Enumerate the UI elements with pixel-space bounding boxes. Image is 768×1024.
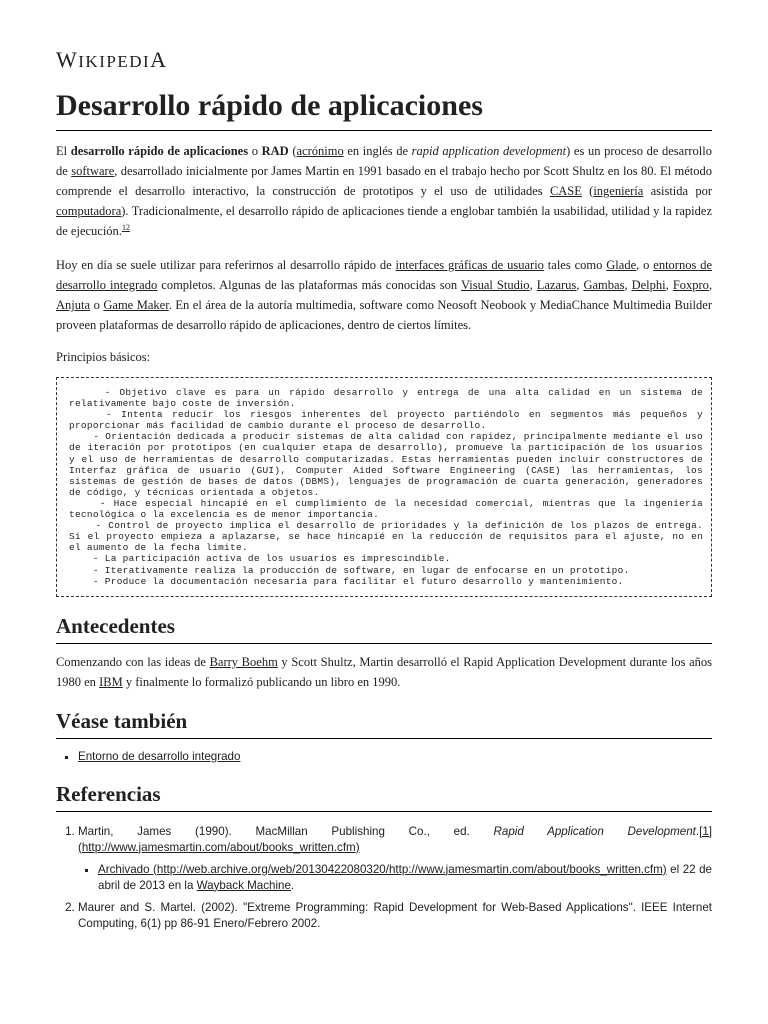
archive-item bbox=[98, 862, 712, 894]
reference-item: 2. Maurer and S. Martel. (2002). "Extreme Programming: Rapid Development for Web-Based Applications". IEEE Internet Computing, 6(1) pp 86-91 Enero/Febrero 2002. bbox=[78, 900, 712, 932]
text: Hoy en día se suele utilizar para referirnos al desarrollo rápido de bbox=[56, 258, 396, 272]
section-heading-referencias: Referencias bbox=[56, 781, 712, 812]
text: en inglés de bbox=[343, 144, 412, 158]
text: . En el área de la autoría multimedia, software como Neosoft Neobook y MediaChance Multimedia Builder proveen plataformas de desarrollo rápido de aplicaciones, dentro de ciertos límites. bbox=[56, 298, 712, 332]
antecedentes-paragraph bbox=[56, 652, 712, 692]
principles-label: Principios básicos: bbox=[56, 350, 151, 364]
page-title: Desarrollo rápido de aplicaciones bbox=[56, 88, 712, 131]
link-archivado[interactable]: Archivado bbox=[98, 862, 150, 876]
link-foxpro[interactable]: Foxpro bbox=[672, 278, 709, 292]
platforms-paragraph bbox=[56, 255, 712, 335]
book-title: Rapid Application Development bbox=[493, 824, 696, 838]
principles-code-block: - Objetivo clave es para un rápido desarrollo y entrega de una alta calidad en un sistema de relativamente bajo coste de inversión. - Intenta reducir los riesgos inherentes del proyecto partiéndolo en segmentos más pequeños y proporcionar más facilidad de cambio durante el proceso de desarrollo. - Orientación dedicada a producir sistemas de alta calidad con rapidez, principalmente mediante el uso de iteración por prototipos (en cualquier etapa de desarrollo), promueve la participación de los usuarios y el uso de herramientas de desarrollo computarizadas. Estas herramientas pueden incluir constructores de Interfaz gráfica de usuario (GUI), Computer Aided Software Engineering (CASE) las herramientas, los sistemas de gestión de bases de datos (DBMS), lenguajes de programación de cuarta generación, generadores de código, y técnicas orientada a objetos. - Hace especial hincapié en el cumplimiento de la necesidad comercial, mientras que la ingeniería tecnológica o la excelencia es de menor importancia. - Control de proyecto implica el desarrollo de prioridades y la definición de los plazos de entrega. Si el proyecto empieza a aplazarse, se hace hincapié en la reducción de requisitos para el ajuste, no en el aumento de la fecha límite. - La participación activa de los usuarios es imprescindible. - Iterativamente realiza la producción de software, en lugar de enfocarse en un prototipo. - Produce la documentación necesaria para facilitar el futuro desarrollo y mantenimiento. bbox=[56, 377, 712, 597]
text: ) es un proceso de desarrollo de bbox=[56, 144, 712, 178]
text: asistida por bbox=[643, 184, 712, 198]
text: , bbox=[665, 278, 673, 292]
link-lazarus[interactable]: Lazarus bbox=[536, 278, 577, 292]
text: , o bbox=[636, 258, 654, 272]
text: . bbox=[290, 878, 295, 892]
text: , bbox=[708, 278, 713, 292]
text: , bbox=[576, 278, 584, 292]
archive-url[interactable]: (http://web.archive.org/web/20130422080320/http://www.jamesmartin.com/about/books_written.cfm) bbox=[149, 862, 667, 876]
link-entorno-desarrollo[interactable]: Entorno de desarrollo integrado bbox=[78, 749, 241, 763]
references-list bbox=[56, 824, 712, 932]
text: ( bbox=[581, 184, 594, 198]
logo-smallcaps: IKIPEDI bbox=[78, 52, 151, 71]
text: completos. Algunas de las plataformas más conocidas son bbox=[157, 278, 461, 292]
text: Martin, James (1990). MacMillan Publishing Co., ed. bbox=[78, 824, 494, 838]
text: . bbox=[695, 824, 700, 838]
text: tales como bbox=[543, 258, 607, 272]
intro-paragraph bbox=[56, 141, 712, 241]
link-glade[interactable]: Glade bbox=[606, 258, 637, 272]
link-anjuta[interactable]: Anjuta bbox=[56, 298, 91, 312]
wikipedia-logo[interactable] bbox=[56, 46, 712, 74]
reference-url[interactable]: (http://www.jamesmartin.com/about/books_written.cfm) bbox=[78, 840, 360, 854]
text: El bbox=[56, 144, 71, 158]
link-visual-studio[interactable]: Visual Studio bbox=[460, 278, 530, 292]
reference-link[interactable]: [1] bbox=[699, 824, 712, 838]
citation-1[interactable]: 1 bbox=[121, 222, 126, 232]
text: , bbox=[529, 278, 537, 292]
link-gambas[interactable]: Gambas bbox=[583, 278, 625, 292]
text: ). Tradicionalmente, el desarrollo rápido de aplicaciones tiende a englobar también la usabilidad, utilidad y la rapidez de ejecución. bbox=[56, 204, 712, 238]
link-interfaces-graficas[interactable]: interfaces gráficas de usuario bbox=[395, 258, 544, 272]
see-also-list bbox=[56, 749, 712, 765]
bold-term: desarrollo rápido de aplicaciones bbox=[70, 144, 249, 158]
link-acronimo[interactable]: acrónimo bbox=[296, 144, 344, 158]
reference-item bbox=[78, 824, 712, 894]
text: y finalmente lo formalizó publicando un libro en 1990. bbox=[122, 674, 401, 689]
logo-letter-w: W bbox=[56, 47, 79, 72]
link-game-maker[interactable]: Game Maker bbox=[103, 298, 169, 312]
link-barry-boehm[interactable]: Barry Boehm bbox=[209, 654, 278, 669]
text: , bbox=[624, 278, 632, 292]
archive-list bbox=[78, 862, 712, 894]
link-computadora[interactable]: computadora bbox=[56, 204, 122, 218]
link-entornos-desarrollo[interactable]: entornos de desarrollo integrado bbox=[56, 258, 713, 292]
link-ibm[interactable]: IBM bbox=[99, 674, 123, 689]
link-delphi[interactable]: Delphi bbox=[631, 278, 666, 292]
text: Comenzando con las ideas de bbox=[56, 654, 210, 669]
section-heading-vease: Véase también bbox=[56, 708, 712, 739]
link-case[interactable]: CASE bbox=[549, 184, 582, 198]
text: y Scott Shultz, Martin desarrolló el Rapid Application Development durante los años 1980 en bbox=[56, 654, 713, 689]
text: , desarrollado inicialmente por James Martin en 1991 basado en el trabajo hecho por Scott Shultz en los 80. El método comprende el desarrollo interactivo, la construcción de prototipos y el uso de utilidades bbox=[56, 164, 712, 198]
bold-term: RAD bbox=[261, 144, 289, 158]
citation-2[interactable]: 2 bbox=[125, 222, 130, 232]
link-ingenieria[interactable]: ingeniería bbox=[593, 184, 644, 198]
text: el 22 de abril de 2013 en la bbox=[98, 862, 712, 892]
list-item bbox=[78, 749, 712, 765]
text: o bbox=[90, 298, 104, 312]
text: ( bbox=[288, 144, 297, 158]
section-heading-antecedentes: Antecedentes bbox=[56, 613, 712, 644]
link-wayback-machine[interactable]: Wayback Machine bbox=[196, 878, 291, 892]
link-software[interactable]: software bbox=[71, 164, 115, 178]
article-page bbox=[56, 0, 712, 932]
logo-letter-a: A bbox=[150, 47, 168, 72]
italic-term: rapid application development bbox=[411, 144, 567, 158]
text: o bbox=[248, 144, 262, 158]
